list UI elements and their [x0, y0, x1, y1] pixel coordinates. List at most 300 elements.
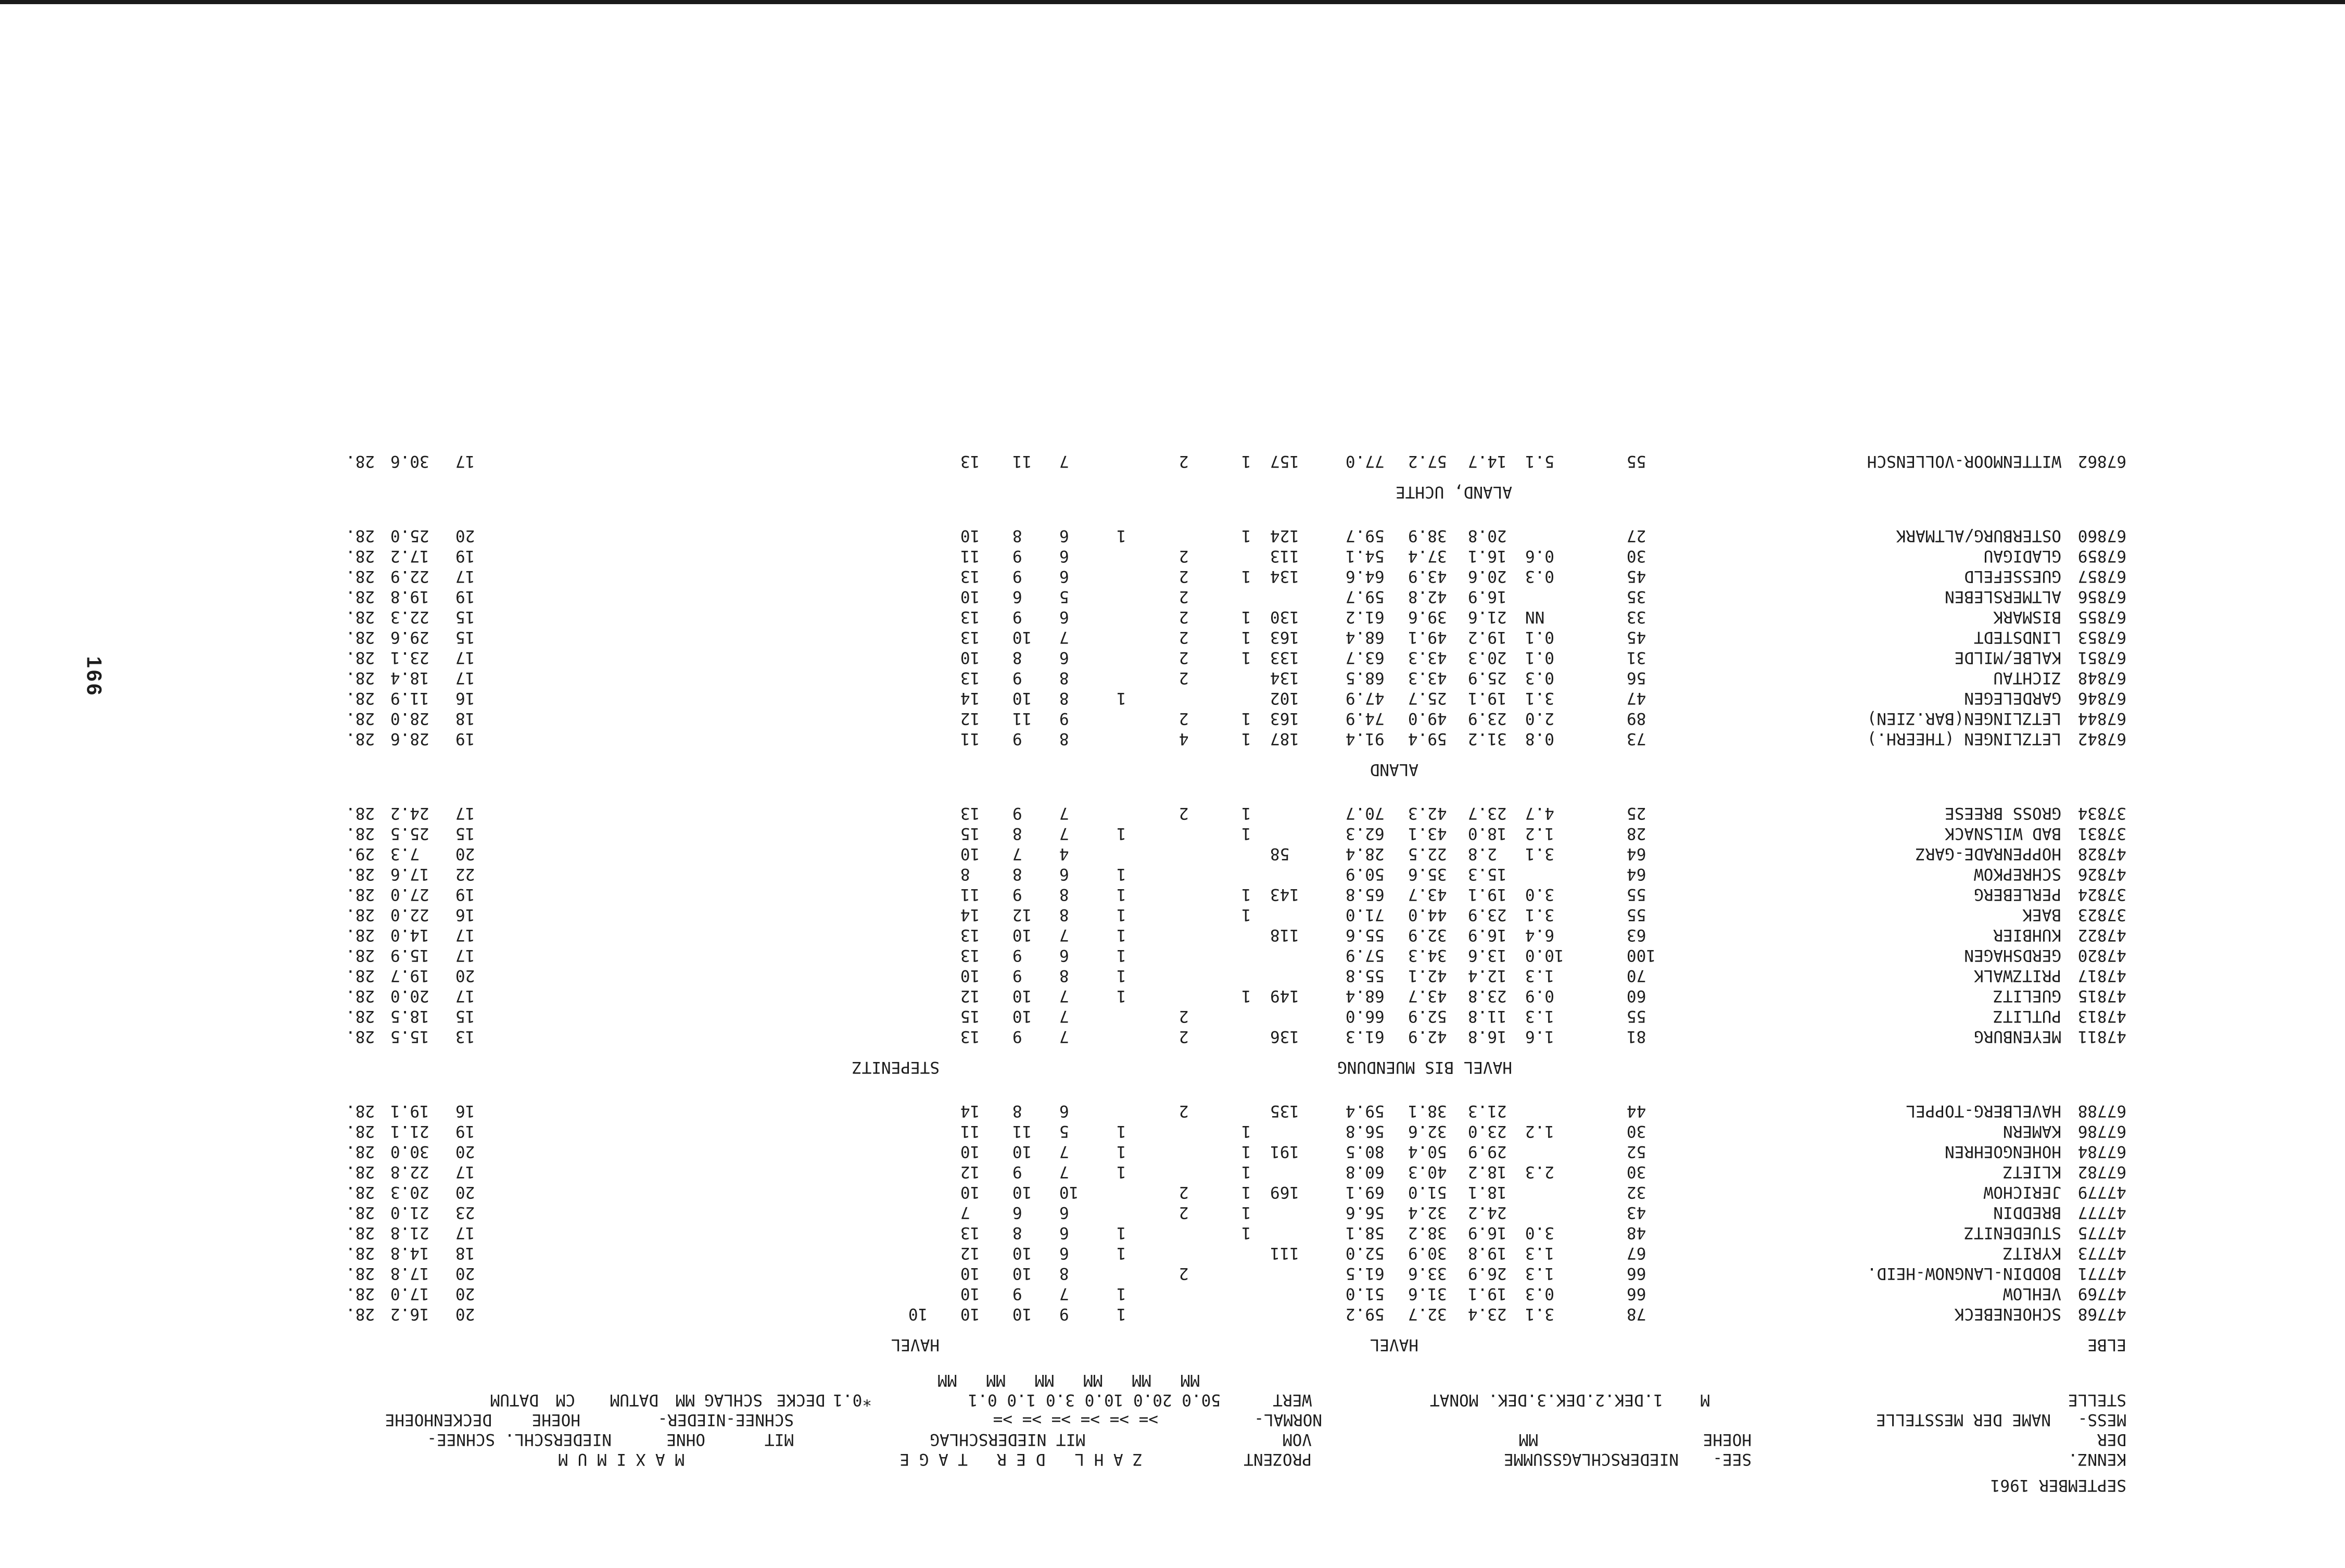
cell-monat: 56.8 [1346, 1122, 1385, 1141]
cell-proz: 124 [1270, 526, 1299, 545]
cell-t5: 10 [960, 526, 980, 545]
cell-code: 67784 [2077, 1142, 2126, 1161]
hdr-cm: CM [555, 1390, 575, 1409]
cell-t2: 1 [1117, 966, 1126, 985]
cell-t3: 6 [1059, 608, 1069, 626]
cell-dt: 28. [346, 1305, 375, 1323]
cell-name: SCHREPKOW [1974, 865, 2061, 883]
cell-hoehe: 55 [1627, 1007, 1646, 1026]
cell-code: 47771 [2077, 1264, 2126, 1283]
cell-monat: 56.6 [1346, 1203, 1385, 1222]
cell-monat: 28.4 [1346, 844, 1385, 863]
cell-t0: 1 [1241, 1142, 1251, 1161]
cell-d2: 23.0 [1468, 1122, 1507, 1141]
cell-proz: 191 [1270, 1142, 1299, 1161]
cell-proz: 135 [1270, 1102, 1299, 1120]
cell-t3: 8 [1059, 668, 1069, 687]
cell-t4: 8 [1012, 648, 1022, 667]
cell-t1: 2 [1179, 1203, 1189, 1222]
cell-d1: 1.2 [1525, 1122, 1554, 1141]
table-row [0, 627, 2345, 647]
cell-hoehe: 43 [1627, 1203, 1646, 1222]
hdr-ohne: OHNE [666, 1430, 705, 1449]
cell-monat: 80.5 [1346, 1142, 1385, 1161]
cell-mx: 22.8 [390, 1162, 429, 1181]
cell-oh: 17 [455, 567, 475, 586]
cell-hoehe: 30 [1627, 1122, 1646, 1141]
cell-d3: 43.1 [1408, 824, 1447, 843]
report-date: SEPTEMBER 1961 [1990, 1476, 2126, 1495]
cell-hoehe: 45 [1627, 628, 1646, 647]
cell-t4: 6 [1012, 587, 1022, 606]
cell-t5: 15 [960, 824, 980, 843]
cell-oh: 19 [455, 587, 475, 606]
cell-t3: 6 [1059, 567, 1069, 586]
cell-t4: 9 [1012, 1284, 1022, 1303]
hdr-plus01: *0.1 [833, 1390, 872, 1409]
cell-name: HOHENGOEHREN [1945, 1142, 2061, 1161]
cell-hoehe: 45 [1627, 567, 1646, 586]
cell-dt: 28. [346, 648, 375, 667]
cell-name: JERICHOW [1983, 1183, 2061, 1202]
cell-proz: 134 [1270, 567, 1299, 586]
cell-monat: 61.2 [1346, 608, 1385, 626]
cell-mx: 19.1 [390, 1102, 429, 1120]
cell-oh: 13 [455, 1027, 475, 1046]
table-row [0, 729, 2345, 749]
cell-code: 67848 [2077, 668, 2126, 687]
cell-mx: 27.0 [390, 885, 429, 904]
cell-t1: 2 [1179, 608, 1189, 626]
cell-dt: 28. [346, 689, 375, 707]
cell-d3: 42.1 [1408, 966, 1447, 985]
cell-t3: 6 [1059, 1203, 1069, 1222]
cell-d1: 3.1 [1525, 844, 1554, 863]
cell-dt: 28. [346, 1122, 375, 1141]
cell-t4: 10 [1012, 628, 1032, 647]
cell-code: 67842 [2077, 729, 2126, 748]
header-line-2 [0, 1430, 2345, 1449]
cell-dt: 28. [346, 1223, 375, 1242]
cell-t3: 6 [1059, 547, 1069, 565]
cell-d2: 23.9 [1468, 905, 1507, 924]
header-line-3 [0, 1410, 2345, 1430]
cell-dt: 28. [346, 709, 375, 728]
cell-dt: 29. [346, 844, 375, 863]
cell-t0: 1 [1241, 452, 1251, 471]
cell-t5: 13 [960, 452, 980, 471]
cell-t3: 7 [1059, 1027, 1069, 1046]
cell-oh: 22 [455, 865, 475, 883]
cell-d3: 38.9 [1408, 526, 1447, 545]
cell-hoehe: 35 [1627, 587, 1646, 606]
cell-t2: 1 [1117, 1305, 1126, 1323]
cell-name: LINDSTEDT [1974, 628, 2061, 647]
cell-hoehe: 67 [1627, 1244, 1646, 1262]
cell-t3: 6 [1059, 1102, 1069, 1120]
cell-d2: 16.8 [1468, 1027, 1507, 1046]
cell-dt: 28. [346, 1284, 375, 1303]
cell-t4: 9 [1012, 608, 1022, 626]
cell-mx: 19.7 [390, 966, 429, 985]
cell-t4: 9 [1012, 966, 1022, 985]
cell-mx: 23.1 [390, 648, 429, 667]
cell-d3: 40.3 [1408, 1162, 1447, 1181]
cell-t0: 1 [1241, 1162, 1251, 1181]
cell-mx: 22.3 [390, 608, 429, 626]
cell-d3: 43.9 [1408, 567, 1447, 586]
table-row [0, 1284, 2345, 1304]
cell-d2: 23.4 [1468, 1305, 1507, 1323]
cell-t0: 1 [1241, 885, 1251, 904]
cell-t5: 10 [960, 844, 980, 863]
cell-dt: 28. [346, 1264, 375, 1283]
basin-name: ALAND, UCHTE [1396, 483, 1512, 501]
cell-d2: 13.6 [1468, 946, 1507, 965]
cell-t2: 1 [1117, 885, 1126, 904]
cell-t3: 5 [1059, 1122, 1069, 1141]
cell-hoehe: 78 [1627, 1305, 1646, 1323]
cell-oh: 20 [455, 1264, 475, 1283]
hdr-mit-niederschlag: MIT NIEDERSCHLAG [930, 1430, 1085, 1449]
cell-d3: 43.3 [1408, 668, 1447, 687]
cell-code: 67782 [2077, 1162, 2126, 1181]
cell-mx: 17.6 [390, 865, 429, 883]
cell-name: WITTENMOOR-VOLLENSCH [1867, 452, 2061, 471]
cell-t1: 2 [1179, 452, 1189, 471]
cell-t2: 1 [1117, 1223, 1126, 1242]
cell-proz: 149 [1270, 987, 1299, 1005]
cell-monat: 61.3 [1346, 1027, 1385, 1046]
cell-mx: 17.2 [390, 547, 429, 565]
page-number-text: 166 [82, 656, 106, 698]
cell-code: 67862 [2077, 452, 2126, 471]
cell-t3: 8 [1059, 885, 1069, 904]
cell-d2: 31.2 [1468, 729, 1507, 748]
table-row [0, 1223, 2345, 1243]
cell-d1: 6.4 [1525, 926, 1554, 944]
table-row [0, 1142, 2345, 1161]
cell-d1: 2.0 [1525, 709, 1554, 728]
cell-d1: 5.1 [1525, 452, 1554, 471]
cell-mx: 16.2 [390, 1305, 429, 1323]
cell-code: 47768 [2077, 1305, 2126, 1323]
cell-monat: 59.4 [1346, 1102, 1385, 1120]
cell-name: PERLEBERG [1974, 885, 2061, 904]
cell-t4: 9 [1012, 668, 1022, 687]
cell-t5: 13 [960, 946, 980, 965]
cell-d1: 1.3 [1525, 1244, 1554, 1262]
cell-dt: 28. [346, 1183, 375, 1202]
cell-t0: 1 [1241, 709, 1251, 728]
cell-d2: 20.3 [1468, 648, 1507, 667]
cell-t5: 13 [960, 926, 980, 944]
cell-d3: 30.9 [1408, 1244, 1447, 1262]
cell-d1: 0.1 [1525, 648, 1554, 667]
cell-proz: 169 [1270, 1183, 1299, 1202]
cell-d1: 0.3 [1525, 567, 1554, 586]
cell-t4: 9 [1012, 729, 1022, 748]
cell-t5: 12 [960, 709, 980, 728]
cell-name: STUEDENITZ [1964, 1223, 2061, 1242]
cell-t5: 11 [960, 885, 980, 904]
cell-d3: 38.1 [1408, 1102, 1447, 1120]
cell-t2: 1 [1117, 926, 1126, 944]
cell-t1: 2 [1179, 628, 1189, 647]
cell-t1: 2 [1179, 1027, 1189, 1046]
cell-t4: 6 [1012, 1203, 1022, 1222]
cell-name: ALTMERSLEBEN [1945, 587, 2061, 606]
river-name: ELBE [2087, 1335, 2126, 1354]
cell-proz: 133 [1270, 648, 1299, 667]
cell-t1: 2 [1179, 567, 1189, 586]
cell-t5: 10 [960, 1183, 980, 1202]
basin-name: ALAND [1370, 760, 1418, 779]
cell-d2: 16.9 [1468, 587, 1507, 606]
cell-mx: 18.4 [390, 668, 429, 687]
cell-t0: 1 [1241, 1223, 1251, 1242]
hdr-hoehe: HOEHE [1703, 1430, 1752, 1449]
cell-monat: 68.5 [1346, 668, 1385, 687]
cell-name: OSTERBURG/ALTMARK [1896, 526, 2061, 545]
section-header [0, 760, 2345, 779]
cell-code: 67853 [2077, 628, 2126, 647]
cell-t2: 1 [1117, 1142, 1126, 1161]
table-row [0, 966, 2345, 985]
cell-d3: 32.9 [1408, 926, 1447, 944]
cell-t1: 2 [1179, 1264, 1189, 1283]
cell-hoehe: 55 [1627, 452, 1646, 471]
cell-code: 47817 [2077, 966, 2126, 985]
cell-d1: 1.6 [1525, 1027, 1554, 1046]
cell-d3: 32.4 [1408, 1203, 1447, 1222]
cell-name: KYRITZ [2003, 1244, 2061, 1262]
cell-dt: 28. [346, 1102, 375, 1120]
cell-hoehe: 48 [1627, 1223, 1646, 1242]
cell-name: GERDSHAGEN [1964, 946, 2061, 965]
cell-monat: 91.4 [1346, 729, 1385, 748]
cell-d1: 0.6 [1525, 547, 1554, 565]
hdr-zahl-tage: Z A H L D E R T A G E [899, 1450, 1143, 1469]
cell-t3: 6 [1059, 648, 1069, 667]
cell-monat: 64.6 [1346, 567, 1385, 586]
cell-t1: 2 [1179, 1102, 1189, 1120]
cell-dt: 28. [346, 1007, 375, 1026]
cell-mx: 18.5 [390, 1007, 429, 1026]
cell-t4: 8 [1012, 1223, 1022, 1242]
cell-hoehe: 30 [1627, 547, 1646, 565]
cell-dt: 28. [346, 865, 375, 883]
cell-oh: 17 [455, 804, 475, 823]
cell-oh: 17 [455, 668, 475, 687]
cell-t0: 1 [1241, 628, 1251, 647]
cell-mx: 14.0 [390, 926, 429, 944]
cell-t1: 2 [1179, 668, 1189, 687]
cell-t4: 8 [1012, 526, 1022, 545]
cell-oh: 16 [455, 905, 475, 924]
cell-oh: 18 [455, 709, 475, 728]
table-row [0, 884, 2345, 904]
table-row [0, 451, 2345, 471]
hdr-schnee-nieder: SCHNEE-NIEDER- [657, 1410, 794, 1429]
table-row [0, 824, 2345, 843]
cell-hoehe: 89 [1627, 709, 1646, 728]
cell-t5: 10 [960, 648, 980, 667]
cell-proz: 163 [1270, 628, 1299, 647]
table-row [0, 1121, 2345, 1141]
cell-t4: 11 [1012, 709, 1032, 728]
cell-d1: 2.3 [1525, 1162, 1554, 1181]
cell-oh: 20 [455, 844, 475, 863]
cell-t5: 10 [960, 1142, 980, 1161]
cell-dt: 28. [346, 946, 375, 965]
hdr-dekaden: 1.DEK.2.DEK.3.DEK. MONAT [1430, 1390, 1663, 1409]
cell-name: HOPPENRADE-GARZ [1916, 844, 2061, 863]
cell-name: BAEK [2022, 905, 2061, 924]
cell-t5: 13 [960, 1027, 980, 1046]
cell-t0: 1 [1241, 1203, 1251, 1222]
cell-mx: 17.8 [390, 1264, 429, 1283]
table-row [0, 1203, 2345, 1222]
cell-d2: 19.1 [1468, 689, 1507, 707]
cell-code: 67846 [2077, 689, 2126, 707]
cell-proz: 130 [1270, 608, 1299, 626]
cell-d2: 11.8 [1468, 1007, 1507, 1026]
cell-mx: 29.6 [390, 628, 429, 647]
cell-dt: 28. [346, 587, 375, 606]
cell-proz: 187 [1270, 729, 1299, 748]
cell-t3: 7 [1059, 804, 1069, 823]
cell-hoehe: 44 [1627, 1102, 1646, 1120]
cell-d3: 52.9 [1408, 1007, 1447, 1026]
cell-proz: 163 [1270, 709, 1299, 728]
cell-dt: 28. [346, 608, 375, 626]
cell-oh: 23 [455, 1203, 475, 1222]
cell-d3: 42.9 [1408, 1027, 1447, 1046]
cell-oh: 20 [455, 966, 475, 985]
cell-t0: 1 [1241, 729, 1251, 748]
table-row [0, 1006, 2345, 1026]
cell-dt: 28. [346, 567, 375, 586]
cell-hoehe: 70 [1627, 966, 1646, 985]
cell-dt: 28. [346, 547, 375, 565]
cell-oh: 15 [455, 824, 475, 843]
cell-monat: 68.4 [1346, 628, 1385, 647]
cell-d1: 0.8 [1525, 729, 1554, 748]
cell-d2: 16.9 [1468, 1223, 1507, 1242]
cell-dt: 28. [346, 668, 375, 687]
cell-d2: 23.7 [1468, 804, 1507, 823]
hdr-values: 50.0 20.0 10.0 3.0 1.0 0.1 [968, 1390, 1221, 1409]
cell-t4: 10 [1012, 1007, 1032, 1026]
cell-oh: 19 [455, 1122, 475, 1141]
cell-mx: 25.0 [390, 526, 429, 545]
cell-name: GARDELEGEN [1964, 689, 2061, 707]
hdr-deckenhoehe: DECKENHOEHE [385, 1410, 492, 1429]
cell-t5: 14 [960, 905, 980, 924]
cell-d3: 32.6 [1408, 1122, 1447, 1141]
cell-code: 67859 [2077, 547, 2126, 565]
cell-t4: 11 [1012, 452, 1032, 471]
cell-monat: 52.0 [1346, 1244, 1385, 1262]
cell-d1: 3.1 [1525, 905, 1554, 924]
basin-name: HAVEL [1370, 1335, 1418, 1354]
cell-t4: 8 [1012, 824, 1022, 843]
cell-t3: 6 [1059, 1223, 1069, 1242]
cell-d3: 49.1 [1408, 628, 1447, 647]
hdr-maximum: M A X I M U M [558, 1450, 685, 1469]
cell-code: 67844 [2077, 709, 2126, 728]
cell-d3: 25.7 [1408, 689, 1447, 707]
table-row [0, 688, 2345, 708]
hdr-name: NAME DER MESSTELLE [1876, 1410, 2051, 1429]
cell-t3: 6 [1059, 526, 1069, 545]
cell-d2: 21.6 [1468, 608, 1507, 626]
cell-d3: 39.6 [1408, 608, 1447, 626]
cell-d2: 24.2 [1468, 1203, 1507, 1222]
cell-t4: 12 [1012, 905, 1032, 924]
cell-d3: 49.0 [1408, 709, 1447, 728]
cell-monat: 74.9 [1346, 709, 1385, 728]
cell-oh: 18 [455, 1244, 475, 1262]
cell-name: BISMARK [1993, 608, 2061, 626]
cell-t3: 8 [1059, 689, 1069, 707]
cell-t3: 7 [1059, 452, 1069, 471]
cell-t5: 13 [960, 804, 980, 823]
cell-d1: 10.0 [1525, 946, 1564, 965]
cell-d1: 0.9 [1525, 987, 1554, 1005]
cell-t1: 2 [1179, 547, 1189, 565]
cell-proz: 157 [1270, 452, 1299, 471]
cell-t3: 10 [1059, 1183, 1079, 1202]
cell-monat: 77.0 [1346, 452, 1385, 471]
cell-monat: 47.9 [1346, 689, 1385, 707]
cell-hoehe: 60 [1627, 987, 1646, 1005]
cell-t3: 4 [1059, 844, 1069, 863]
cell-name: BREDDIN [1993, 1203, 2061, 1222]
cell-d3: 22.5 [1408, 844, 1447, 863]
cell-code: 47828 [2077, 844, 2126, 863]
cell-hoehe: 32 [1627, 1183, 1646, 1202]
cell-t3: 8 [1059, 1264, 1069, 1283]
cell-oh: 17 [455, 1162, 475, 1181]
cell-code: 47769 [2077, 1284, 2126, 1303]
cell-d3: 43.3 [1408, 648, 1447, 667]
cell-t4: 8 [1012, 1102, 1022, 1120]
cell-oh: 20 [455, 1305, 475, 1323]
cell-mx: 21.1 [390, 1122, 429, 1141]
cell-d3: 57.2 [1408, 452, 1447, 471]
cell-mx: 25.5 [390, 824, 429, 843]
cell-d1: 0.3 [1525, 668, 1554, 687]
cell-t5: 10 [960, 1284, 980, 1303]
cell-dt: 28. [346, 729, 375, 748]
cell-d2: 19.1 [1468, 885, 1507, 904]
header-date-line [0, 1475, 2345, 1495]
cell-t0: 1 [1241, 526, 1251, 545]
cell-hoehe: 52 [1627, 1142, 1646, 1161]
cell-mx: 11.9 [390, 689, 429, 707]
cell-code: 47777 [2077, 1203, 2126, 1222]
cell-code: 47773 [2077, 1244, 2126, 1262]
cell-d1: 3.0 [1525, 1223, 1554, 1242]
cell-t2: 1 [1117, 526, 1126, 545]
cell-code: 37823 [2077, 905, 2126, 924]
cell-hoehe: 56 [1627, 668, 1646, 687]
cell-oh: 20 [455, 526, 475, 545]
cell-d1: 0.1 [1525, 628, 1554, 647]
cell-t5: 11 [960, 1122, 980, 1141]
